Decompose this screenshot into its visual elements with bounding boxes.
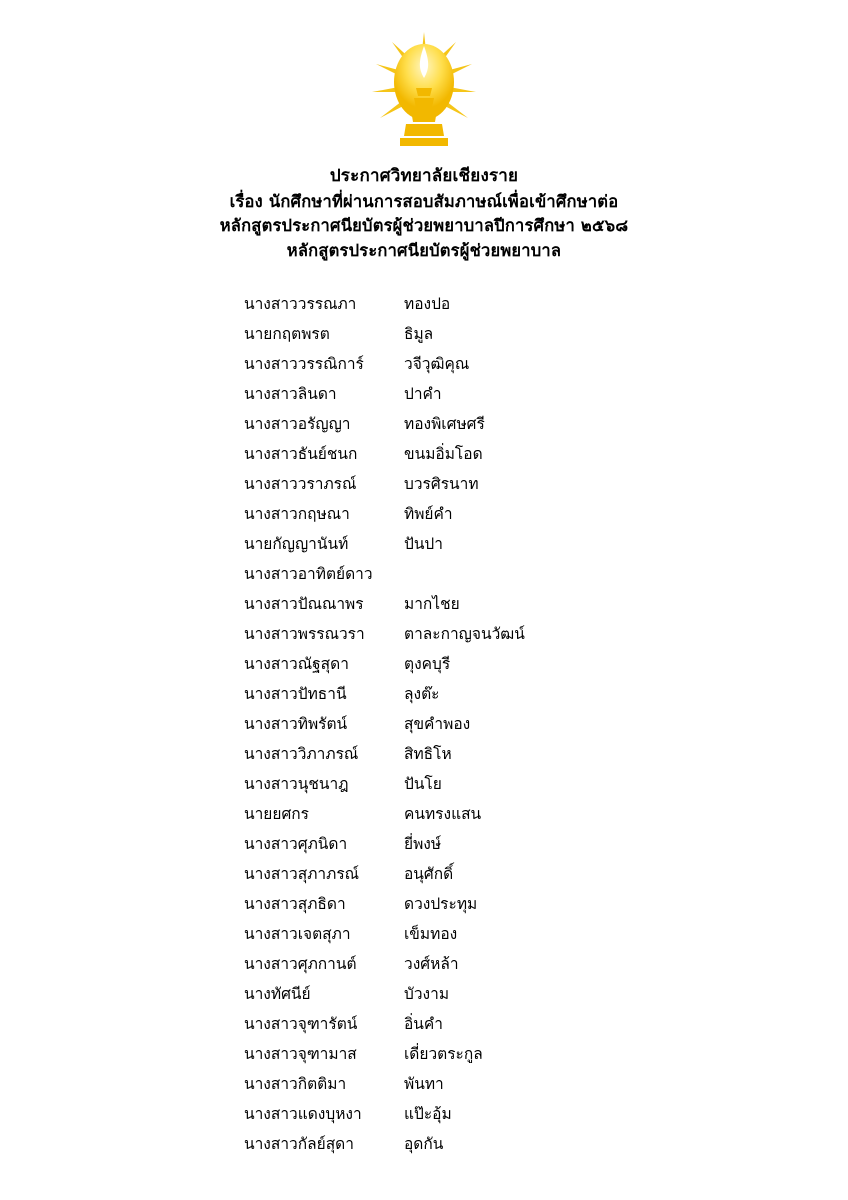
student-last-name: ทิพย์คำ	[404, 504, 453, 523]
student-last-name	[404, 560, 604, 590]
student-first-name: นางสาวศุภกานต์	[244, 955, 357, 974]
table-row	[244, 740, 604, 770]
table-row	[244, 290, 604, 320]
table-row	[244, 980, 604, 1010]
table-row	[244, 1040, 604, 1070]
table-row	[244, 500, 604, 530]
student-last-name: ปันโย	[404, 775, 442, 793]
student-first-name: นางทัศนีย์	[244, 985, 311, 1004]
heading-line-2: เรื่อง นักศึกษาที่ผ่านการสอบสัมภาษณ์เพื่อเข้าศึกษาต่อ	[229, 191, 619, 211]
student-last-name: แป๊ะอุ้ม	[404, 1105, 452, 1124]
student-first-name: นางสาวอาทิตย์ดาว	[244, 564, 373, 583]
table-row	[244, 890, 604, 920]
student-last-name: บวรศิรนาท	[404, 474, 479, 493]
student-last-name: อิ่นคำ	[404, 1015, 443, 1034]
student-first-name: นางสาวสุภาภรณ์	[244, 865, 360, 884]
student-last-name: อุดกัน	[404, 1135, 444, 1154]
student-first-name: นางสาวจุฑารัตน์	[244, 1015, 358, 1034]
student-first-name: นางสาวเจตสุภา	[244, 925, 351, 944]
student-first-name: นางสาวกฤษณา	[244, 504, 350, 523]
table-row	[244, 860, 604, 890]
student-last-name: ทองพิเศษศรี	[404, 414, 485, 433]
student-first-name: นางสาวปัทธานี	[244, 684, 347, 703]
table-row	[244, 920, 604, 950]
student-last-name: ดวงประทุม	[404, 895, 478, 914]
name-table	[244, 290, 604, 1160]
table-row	[244, 830, 604, 860]
table-row	[244, 1130, 604, 1160]
student-last-name: เดี่ยวตระกูล	[404, 1045, 483, 1064]
student-last-name: พันทา	[404, 1075, 444, 1094]
student-first-name: นางสาวกัลย์สุดา	[244, 1135, 354, 1154]
student-first-name: นางสาววรรณภา	[244, 294, 357, 313]
table-row	[244, 620, 604, 650]
table-row	[244, 560, 604, 590]
student-last-name: ธิมูล	[404, 324, 434, 343]
student-first-name: นายกฤตพรต	[244, 324, 330, 343]
student-last-name: คนทรงแสน	[404, 805, 482, 824]
table-row	[244, 680, 604, 710]
student-last-name: อนุศักดิ์	[404, 865, 454, 884]
table-row	[244, 710, 604, 740]
table-row	[244, 440, 604, 470]
student-first-name: นางสาววรรณิการ์	[244, 354, 364, 373]
student-first-name: นางสาวอรัญญา	[244, 414, 351, 433]
student-first-name: นางสาวลินดา	[244, 384, 337, 403]
student-first-name: นายยศกร	[244, 805, 310, 824]
table-row	[244, 530, 604, 560]
table-row	[244, 470, 604, 500]
student-last-name: ยี่พงษ์	[404, 835, 442, 854]
student-last-name: สิทธิโห	[404, 744, 452, 763]
table-row	[244, 350, 604, 380]
table-row	[244, 1070, 604, 1100]
table-row	[244, 800, 604, 830]
student-first-name: นางสาววิภาภรณ์	[244, 744, 359, 763]
student-first-name: นางสาวทิพรัตน์	[244, 714, 348, 733]
student-last-name: ตุงคบุรี	[404, 654, 451, 673]
student-first-name: นางสาวธันย์ชนก	[244, 444, 358, 463]
student-last-name: เข็มทอง	[404, 925, 458, 944]
student-first-name: นางสาวสุภธิดา	[244, 895, 346, 914]
heading-line-4: หลักสูตรประกาศนียบัตรผู้ช่วยพยาบาล	[286, 241, 562, 260]
name-list	[60, 290, 788, 1160]
table-row	[244, 770, 604, 800]
student-first-name: นางสาวศุภนิดา	[244, 835, 348, 854]
college-emblem-logo	[364, 30, 484, 150]
name-table-body	[244, 290, 604, 1160]
student-first-name: นางสาววราภรณ์	[244, 474, 357, 493]
student-last-name: ลุงต๊ะ	[404, 684, 440, 703]
student-last-name: ทองปอ	[404, 294, 451, 313]
chiangrai-college-emblem-icon	[364, 30, 484, 150]
student-first-name: นางสาวณัฐสุดา	[244, 654, 349, 673]
student-last-name: ขนมอิ่มโอด	[404, 444, 483, 463]
student-last-name: บัวงาม	[404, 985, 450, 1004]
student-last-name: ตาละกาญจนวัฒน์	[404, 624, 525, 643]
student-first-name: นางสาวจุฑามาส	[244, 1045, 357, 1064]
student-last-name: สุขคำพอง	[404, 714, 471, 733]
heading-line-1: ประกาศวิทยาลัยเชียงราย	[329, 166, 519, 186]
student-last-name: ปันปา	[404, 534, 443, 553]
table-row	[244, 590, 604, 620]
student-last-name: วงศ์หล้า	[404, 955, 459, 974]
student-first-name: นางสาวกิตติมา	[244, 1075, 347, 1094]
announcement-heading	[220, 164, 629, 264]
student-first-name: นายกัญญานันท์	[244, 534, 349, 553]
student-last-name: วจีวุฒิคุณ	[404, 354, 470, 373]
heading-line-3: หลักสูตรประกาศนียบัตรผู้ช่วยพยาบาลปีการศึกษา ๒๕๖๘	[219, 216, 629, 236]
student-last-name: ปาคำ	[404, 384, 442, 403]
table-row	[244, 410, 604, 440]
student-last-name: มากไชย	[404, 594, 460, 613]
student-first-name: นางสาวปัณณาพร	[244, 594, 364, 613]
table-row	[244, 1010, 604, 1040]
table-row	[244, 1100, 604, 1130]
table-row	[244, 650, 604, 680]
table-row	[244, 380, 604, 410]
student-first-name: นางสาวนุชนาฎ	[244, 775, 349, 793]
student-first-name: นางสาวพรรณวรา	[244, 624, 365, 643]
table-row	[244, 320, 604, 350]
table-row	[244, 950, 604, 980]
student-first-name: นางสาวแดงบุหงา	[244, 1105, 362, 1124]
